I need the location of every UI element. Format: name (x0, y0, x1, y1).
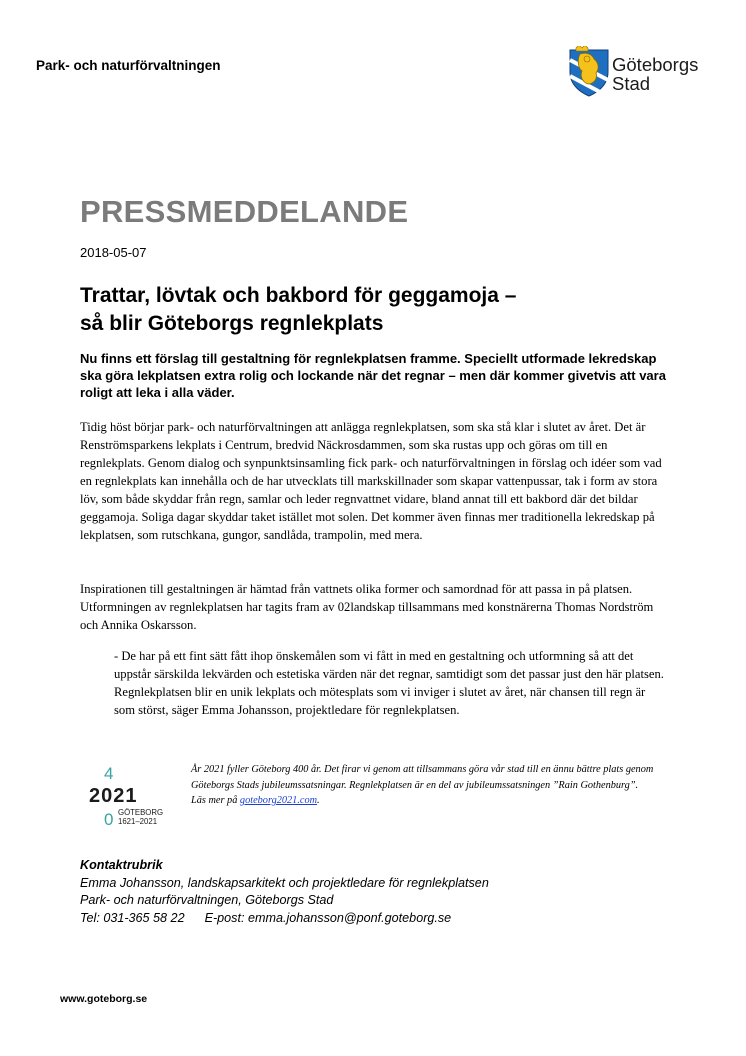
press-release-title (80, 282, 680, 338)
body-paragraph-2: Inspirationen till gestaltningen är hämtad från vattnets olika former och samordnad för att passa in på platsen. Utformningen av regnlekplatsen har tagits fram av 02landskap tillsammans med konstnärerna Thomas Nordström och Annika Oskarsson. (80, 582, 654, 632)
jubilee-logo-0: 0 (104, 810, 114, 829)
jubilee-text: År 2021 fyller Göteborg 400 år. Det firar vi genom att tillsammans göra vår stad till en ännu bättre plats genom Göteborgs Stads jubileumssatsningar. Regnlekplatsen är en del av jubileumssatsningen ”Rain Gothenburg”. (191, 764, 654, 791)
jubilee-link[interactable]: goteborg2021.com (239, 795, 318, 806)
body-paragraph-1: Tidig höst börjar park- och naturförvaltningen att anlägga regnlekplatsen, som ska stå klar i slutet av året. Det är Renströmsparkens lekplats i Centrum, bredvid Näckrosdammen, som ska rustas upp och göras om till en regnlekplats. Genom dialog och synpunktsinsamling fick park- och naturförvaltningen in förslag och idéer som vad en regnlekplats kan innehålla och de har utvecklats till markskillnader som skapar vattenpussar, tak i form av stora löv, som både skyddar från regn, samlar och leder regnvattnet vidare, bland annat till ett bakbord där det bildar geggamoja. Soliga dagar skyddar taket istället mot solen. Det kommer även finnas mer traditionella lekredskap på lekplatsen, som rutschkana, gungor, sandlåda, trampolin, med mera. (80, 420, 662, 542)
contact-block (80, 857, 680, 927)
jubilee-info (191, 762, 661, 809)
contact-organization: Park- och naturförvaltningen, Göteborgs Stad (80, 893, 334, 907)
lead-paragraph: Nu finns ett förslag till gestaltning för regnlekplatsen framme. Speciellt utformade lekredskap ska göra lekplatsen extra rolig och lockande när det regnar – men där kommer givetvis att vara roligt att leka i alla väder. (80, 351, 666, 400)
jubilee-logo-years: 1621–2021 (118, 817, 158, 826)
read-more-prefix: Läs mer på (191, 795, 240, 806)
city-logo-wordmark (612, 55, 698, 93)
title-line-2: så blir Göteborgs regnlekplats (80, 312, 384, 335)
quote-paragraph: - De har på ett fint sätt fått ihop önskemålen som vi fått in med en gestaltning och utformning så att det uppstår särskilda lekvärden och estetiska värden när det regnar, samtidigt som det passar just den här platsen. Regnlekplatsen blir en unik lekplats och mötesplats som vi inviger i slutet av året, när chansen till regn är som störst, säger Emma Johansson, projektledare för regnlekplatsen. (114, 649, 664, 717)
jubilee-logo-4: 4 (104, 764, 114, 783)
logo-line-1: Göteborgs (612, 54, 699, 75)
goteborg-2021-jubilee-logo (88, 763, 178, 833)
contact-phone-email (80, 910, 680, 928)
logo-line-2: Stad (612, 73, 651, 94)
document-date: 2018-05-07 (80, 245, 147, 260)
contact-heading: Kontaktrubrik (80, 858, 163, 872)
contact-phone: Tel: 031-365 58 22 (80, 910, 185, 925)
footer-url: www.goteborg.se (60, 993, 148, 1005)
title-line-1: Trattar, lövtak och bakbord för geggamoja – (80, 284, 517, 307)
jubilee-logo-2021: 2021 (89, 785, 138, 807)
jubilee-read-more (191, 793, 661, 809)
jubilee-logo-city: GÖTEBORG (118, 808, 164, 817)
contact-name-role: Emma Johansson, landskapsarkitekt och projektledare för regnlekplatsen (80, 875, 489, 890)
department-name: Park- och naturförvaltningen (36, 58, 221, 73)
read-more-suffix: . (317, 795, 320, 806)
contact-email: E-post: emma.johansson@ponf.goteborg.se (204, 910, 452, 925)
document-type: PRESSMEDDELANDE (80, 194, 409, 229)
